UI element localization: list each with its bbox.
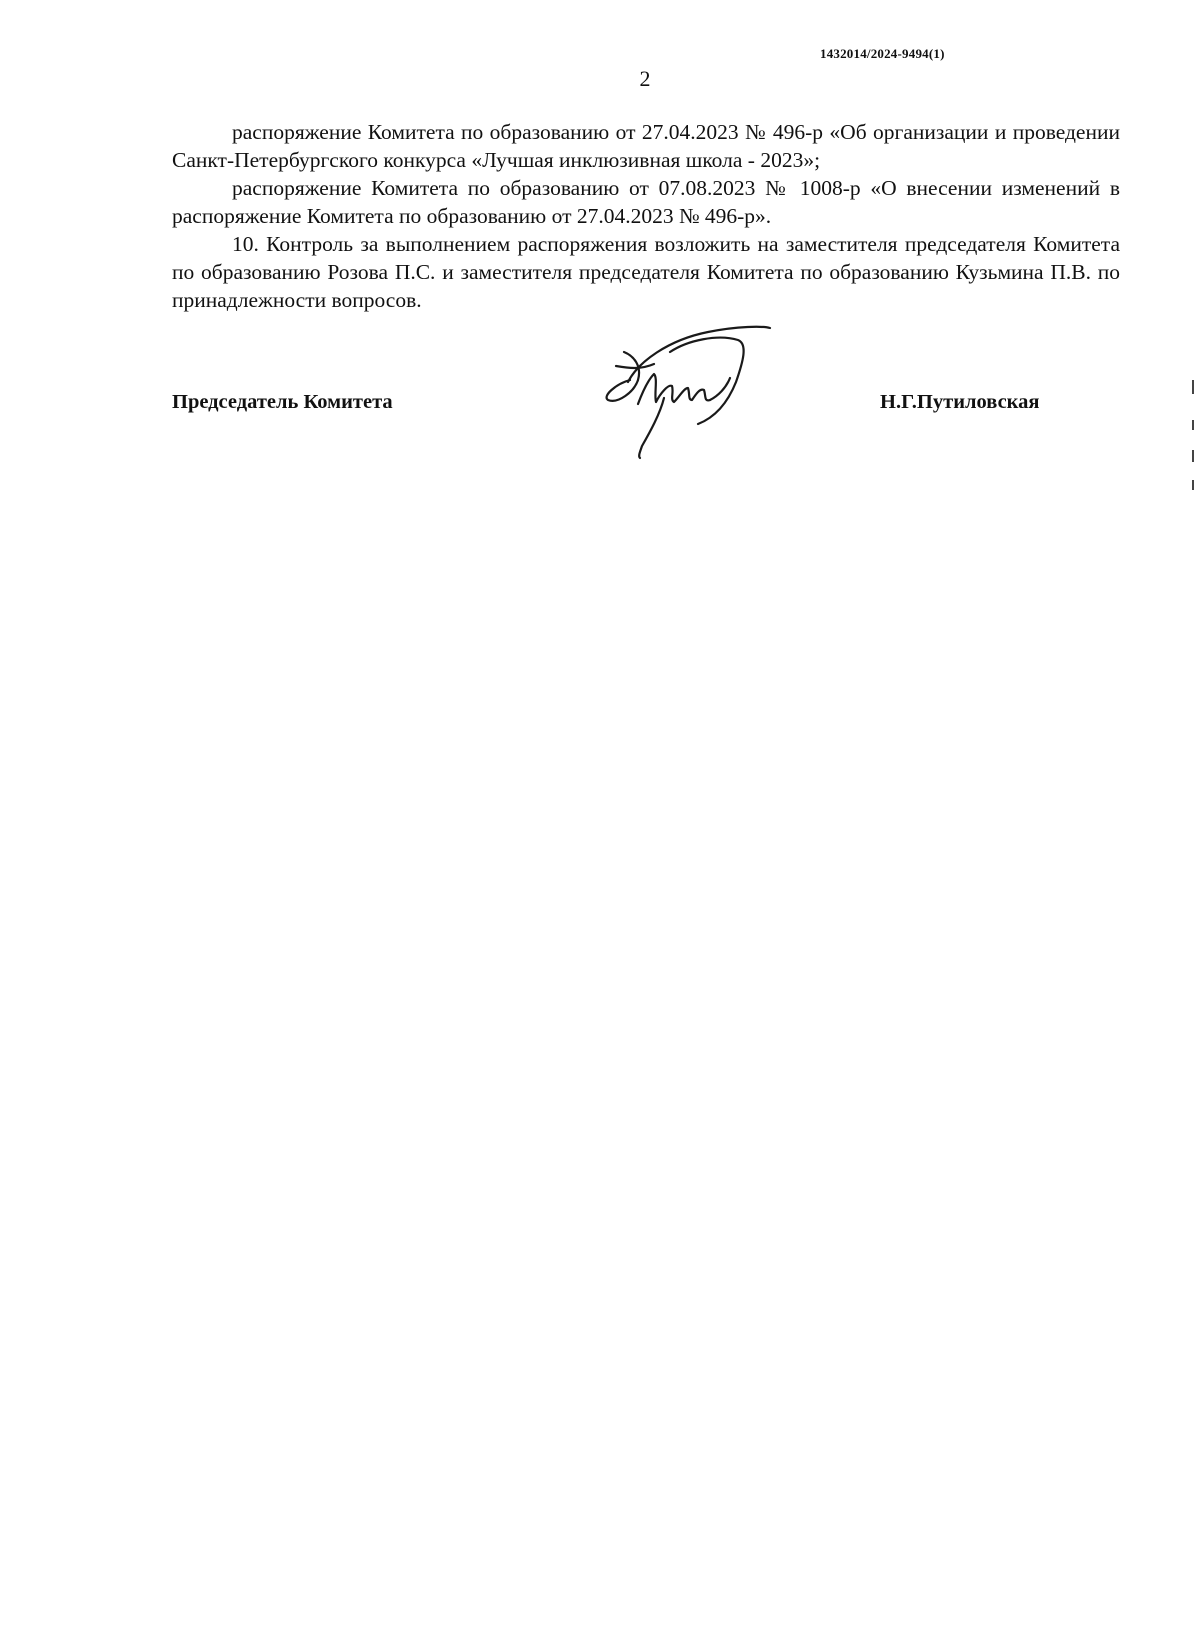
scan-edge-marks xyxy=(1192,380,1194,500)
paragraph-order-1008: распоряжение Комитета по образованию от 07.08.2023 № 1008-р «О внесении изменений в распоряжение Комитета по образованию от 27.04.2023 № 496-р». xyxy=(172,176,1120,228)
signatory-name: Н.Г.Путиловская xyxy=(880,391,1040,413)
document-body xyxy=(172,118,1120,314)
registration-number: 1432014/2024-9494(1) xyxy=(820,46,945,61)
paragraph-control-clause: 10. Контроль за выполнением распоряжения возложить на заместителя председателя Комитета по образованию Розова П.С. и заместителя председателя Комитета по образованию Кузьмина П.В. по принадлежности вопросов. xyxy=(172,232,1120,312)
signatory-title: Председатель Комитета xyxy=(172,391,393,413)
paragraph-order-496: распоряжение Комитета по образованию от 27.04.2023 № 496-р «Об организации и проведении Санкт-Петербургского конкурса «Лучшая инклюзивная школа - 2023»; xyxy=(172,120,1120,172)
page-number: 2 xyxy=(639,66,651,91)
handwritten-signature xyxy=(598,322,818,462)
